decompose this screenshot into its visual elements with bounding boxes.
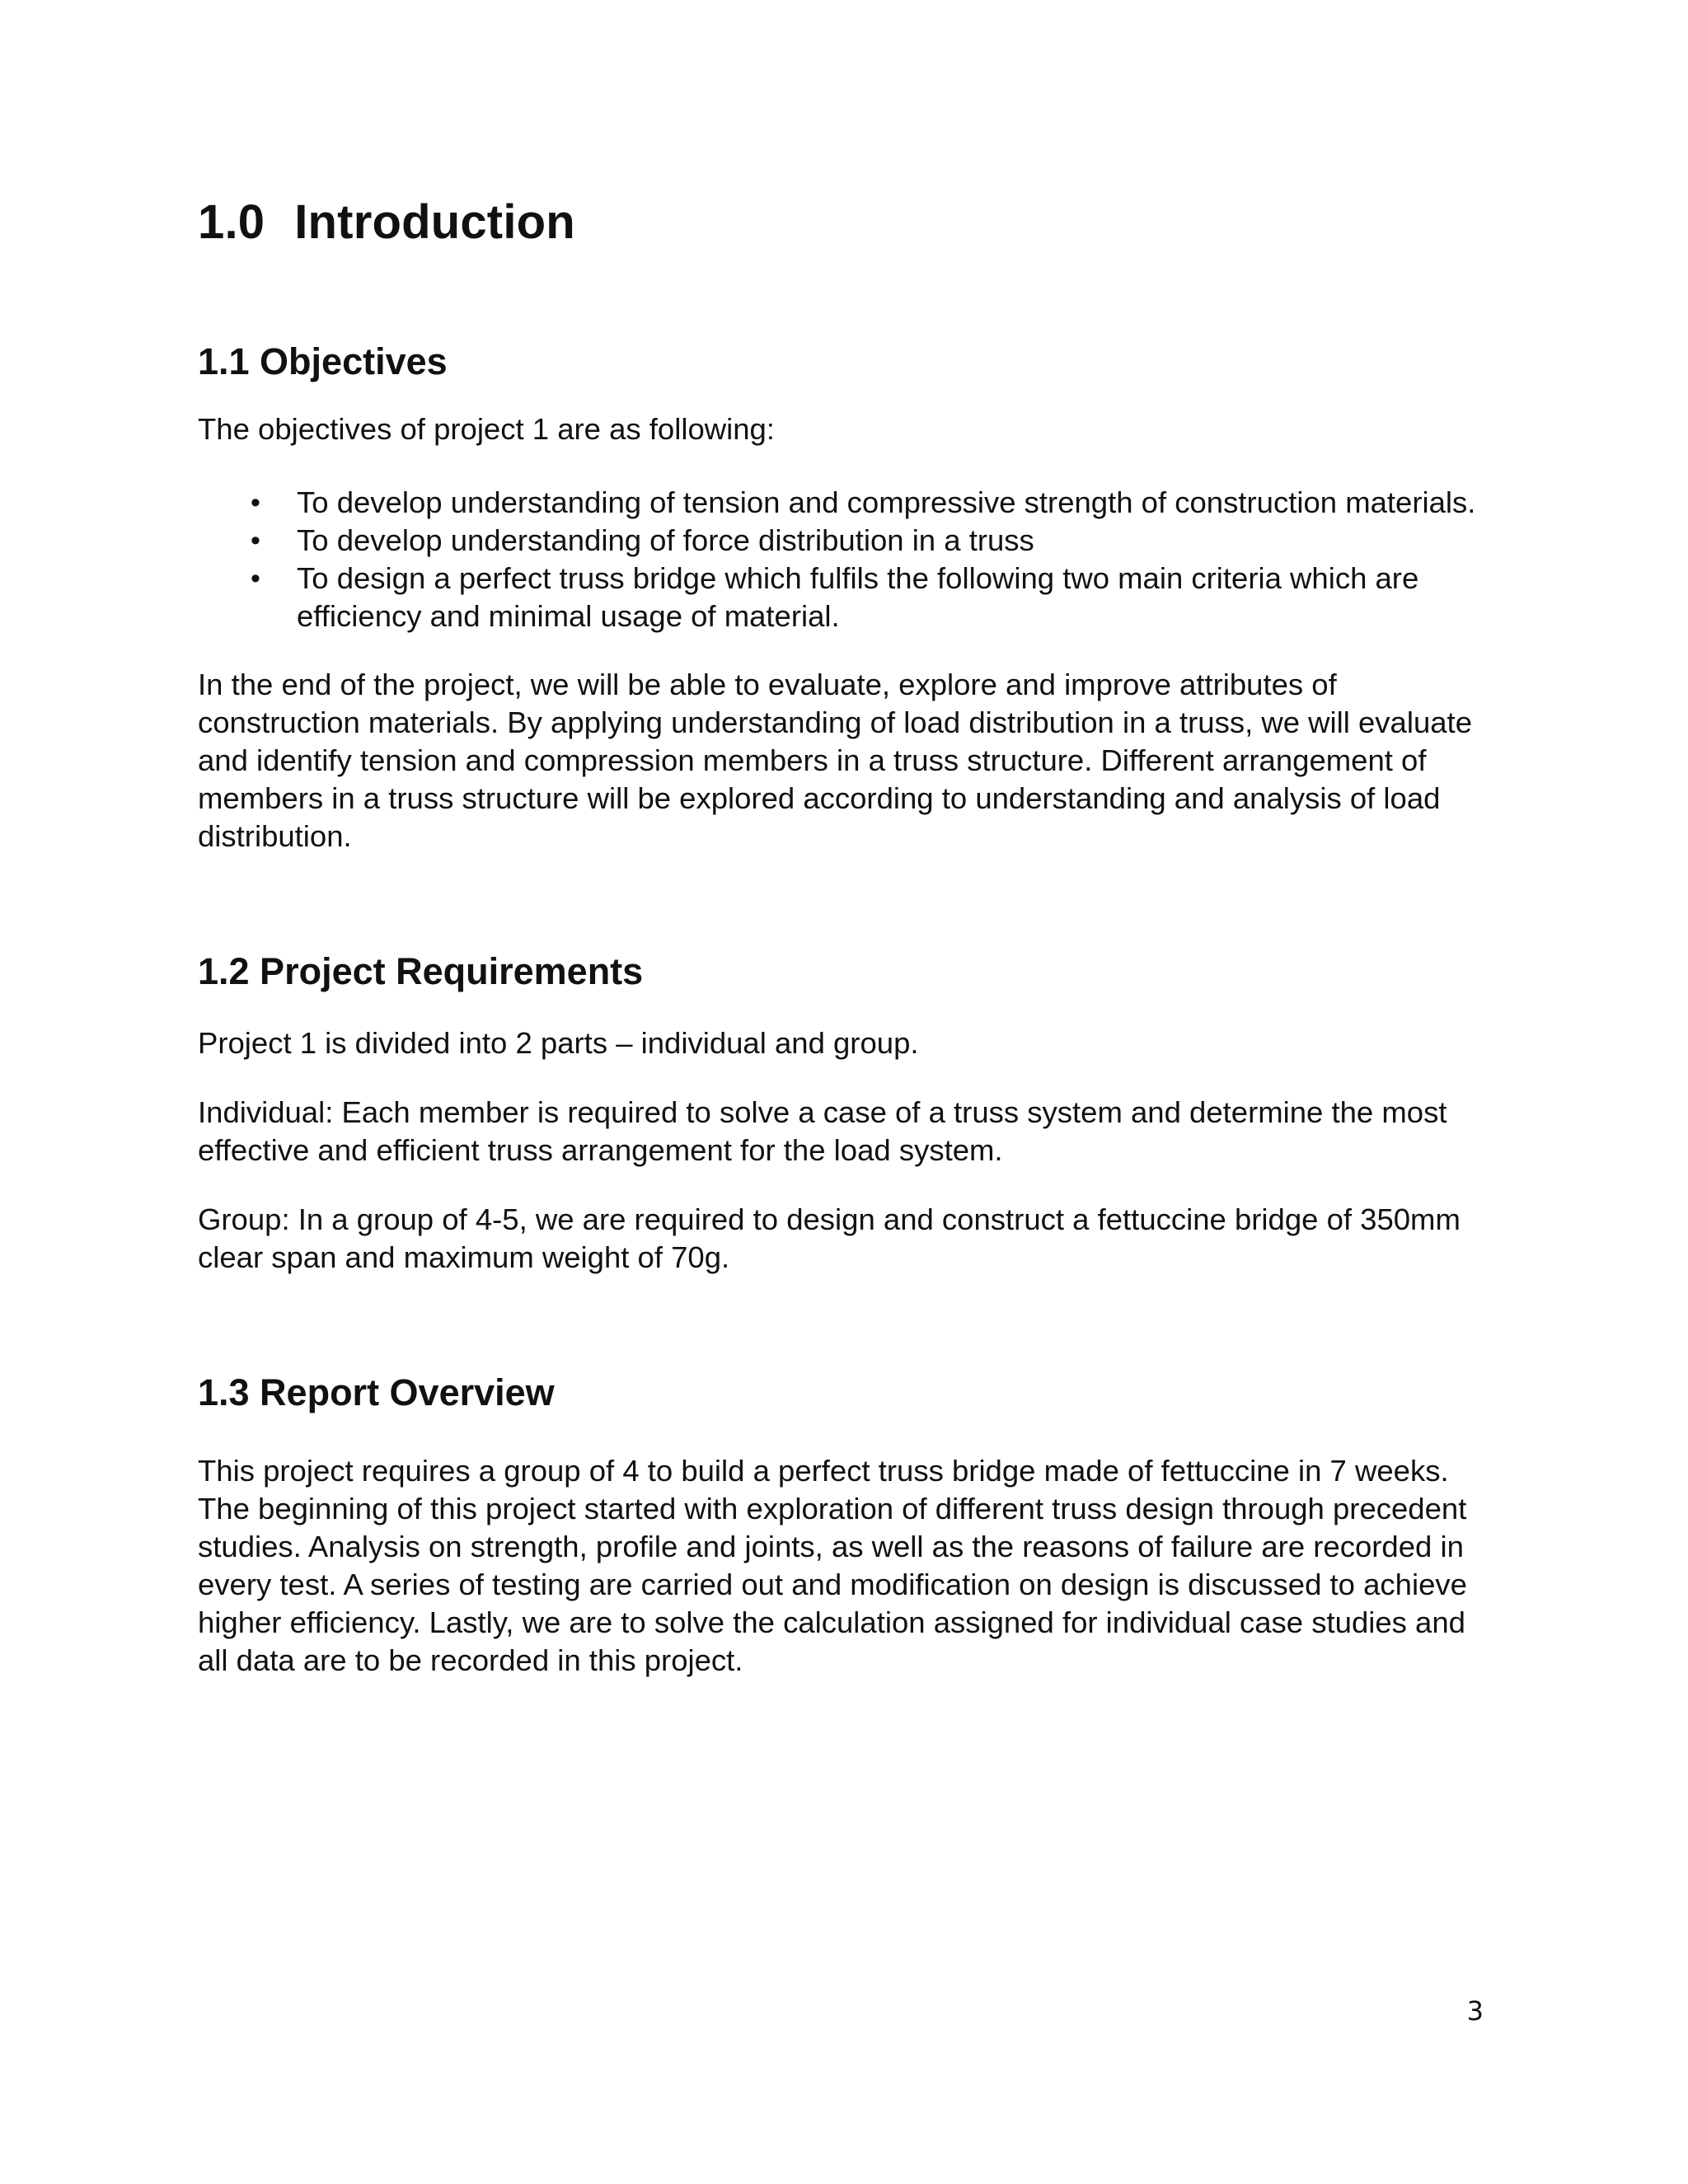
- objectives-list: [198, 484, 1484, 635]
- requirements-individual: Individual: Each member is required to solve a case of a truss system and determine the most effective and efficient truss arrangement for the load system.: [198, 1095, 1447, 1167]
- overview-paragraph: This project requires a group of 4 to build a perfect truss bridge made of fettuccine in 7 weeks. The beginning of this project started with exploration of different truss design through precedent studies. Analysis on strength, profile and joints, as well as the reasons of failure are recorded in every test. A series of testing are carried out and modification on design is discussed to achieve higher efficiency. Lastly, we are to solve the calculation assigned for individual case studies and all data are to be recorded in this project.: [198, 1454, 1467, 1677]
- requirements-group: Group: In a group of 4-5, we are required to design and construct a fettuccine bridge of 350mm clear span and maximum weight of 70g.: [198, 1202, 1461, 1274]
- objectives-paragraph: In the end of the project, we will be able to evaluate, explore and improve attributes of construction materials. By applying understanding of load distribution in a truss, we will evaluate and identify tension and compression members in a truss structure. Different arrangement of members in a truss structure will be explored according to understanding and analysis of load distribution.: [198, 668, 1472, 853]
- section-heading-introduction: [198, 190, 1484, 255]
- list-item: • To develop understanding of force distribution in a truss: [198, 522, 1484, 560]
- list-item: • To design a perfect truss bridge which fulfils the following two main criteria which are efficiency and minimal usage of material.: [198, 560, 1484, 635]
- page-content: [198, 190, 1484, 1680]
- subsection-heading-overview: 1.3 Report Overview: [198, 1371, 555, 1413]
- section-title: Introduction: [294, 195, 575, 249]
- page-number: 3: [1466, 1995, 1484, 2027]
- section-number: 1.0: [198, 195, 265, 249]
- objectives-intro: The objectives of project 1 are as following:: [198, 412, 775, 446]
- requirements-intro: Project 1 is divided into 2 parts – individual and group.: [198, 1026, 919, 1060]
- subsection-heading-objectives: 1.1 Objectives: [198, 340, 448, 382]
- list-item: • To develop understanding of tension and compressive strength of construction materials.: [198, 484, 1484, 522]
- subsection-heading-requirements: 1.2 Project Requirements: [198, 950, 644, 992]
